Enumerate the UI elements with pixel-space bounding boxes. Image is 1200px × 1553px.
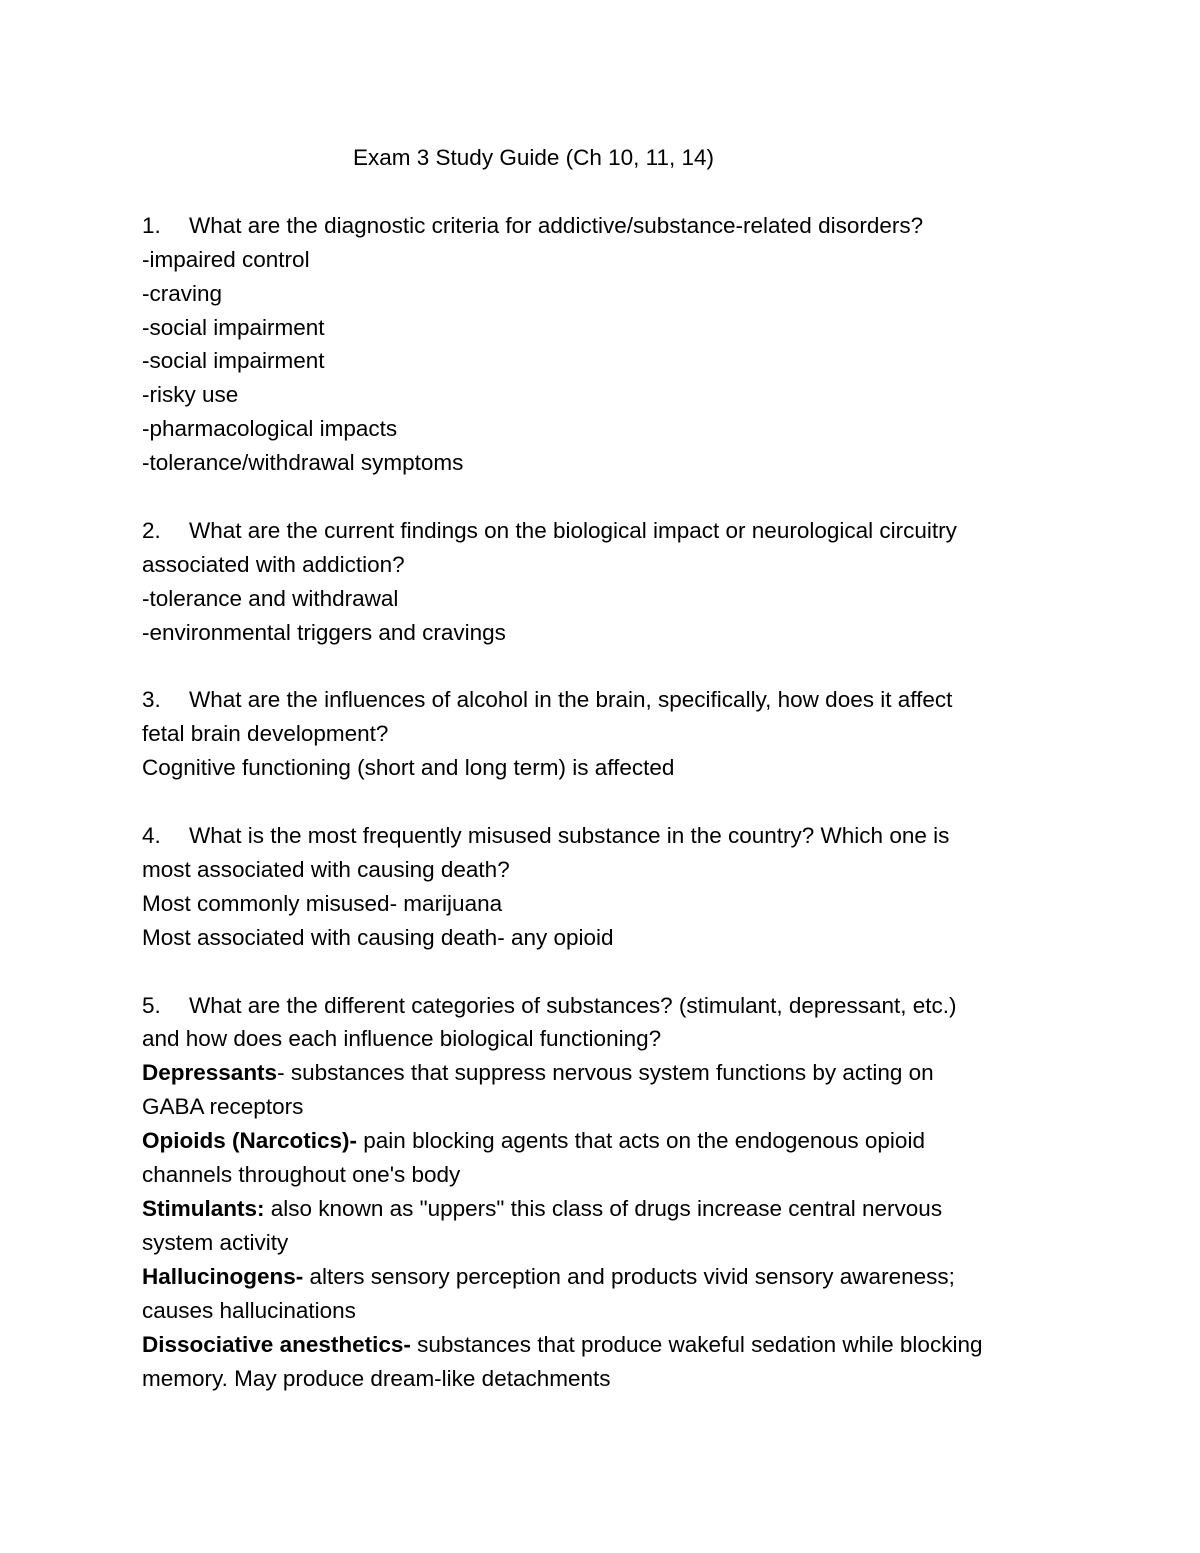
- category-term: Opioids (Narcotics)-: [142, 1128, 358, 1154]
- question-text: What are the influences of alcohol in the brain, specifically, how does it affect: [189, 687, 953, 713]
- category-depressants: [142, 1056, 1072, 1124]
- question-text: What are the diagnostic criteria for addictive/substance-related disorders?: [189, 212, 924, 238]
- question-number: 1.: [142, 212, 161, 238]
- category-description: substances that produce wakeful sedation while blocking: [410, 1331, 983, 1357]
- category-term: Dissociative anesthetics-: [142, 1331, 411, 1357]
- question-text-continued: associated with addiction?: [142, 551, 405, 577]
- question-number: 2.: [142, 517, 161, 543]
- answer-line: Most associated with causing death- any opioid: [142, 924, 614, 950]
- question-number: 3.: [142, 687, 161, 713]
- question-number: 5.: [142, 992, 161, 1018]
- answer-line: -tolerance/withdrawal symptoms: [142, 450, 464, 476]
- category-description: - substances that suppress nervous system functions by acting on: [277, 1060, 934, 1086]
- category-description-continued: GABA receptors: [142, 1094, 304, 1120]
- question-2: [142, 514, 1072, 650]
- question-1: [142, 209, 1072, 480]
- question-text: What is the most frequently misused substance in the country? Which one is: [189, 823, 950, 849]
- category-description: pain blocking agents that acts on the endogenous opioid: [357, 1128, 925, 1154]
- question-4: [142, 819, 1072, 955]
- document-title: Exam 3 Study Guide (Ch 10, 11, 14): [353, 145, 715, 170]
- question-3: [142, 683, 1072, 785]
- category-term: Stimulants:: [142, 1196, 265, 1222]
- question-text: What are the different categories of substances? (stimulant, depressant, etc.): [189, 992, 957, 1018]
- answer-line: -tolerance and withdrawal: [142, 585, 399, 611]
- category-stimulants: [142, 1192, 1072, 1260]
- answer-line: -risky use: [142, 382, 239, 408]
- category-hallucinogens: [142, 1260, 1072, 1328]
- category-description-continued: channels throughout one's body: [142, 1162, 461, 1188]
- answer-line: -craving: [142, 280, 223, 306]
- question-number: 4.: [142, 823, 161, 849]
- answer-line: -pharmacological impacts: [142, 416, 398, 442]
- answer-line: Cognitive functioning (short and long term) is affected: [142, 755, 675, 781]
- category-description: also known as "uppers" this class of drugs increase central nervous: [264, 1196, 943, 1222]
- category-term: Depressants: [142, 1060, 278, 1086]
- answer-line: -social impairment: [142, 348, 325, 374]
- question-text: What are the current findings on the biological impact or neurological circuitry: [189, 517, 957, 543]
- question-text-continued: most associated with causing death?: [142, 856, 510, 882]
- category-dissociative-anesthetics: [142, 1328, 1072, 1396]
- question-text-continued: fetal brain development?: [142, 721, 389, 747]
- category-description-continued: system activity: [142, 1229, 289, 1255]
- answer-line: -impaired control: [142, 246, 310, 272]
- category-description-continued: causes hallucinations: [142, 1297, 356, 1323]
- question-5: [142, 989, 1072, 1396]
- answer-line: -social impairment: [142, 314, 325, 340]
- answer-line: -environmental triggers and cravings: [142, 619, 506, 645]
- category-term: Hallucinogens-: [142, 1263, 304, 1289]
- category-description: alters sensory perception and products vivid sensory awareness;: [303, 1263, 955, 1289]
- category-opioids: [142, 1124, 1072, 1192]
- question-text-continued: and how does each influence biological functioning?: [142, 1026, 662, 1052]
- document-body: [142, 141, 1072, 1395]
- category-description-continued: memory. May produce dream-like detachments: [142, 1365, 611, 1391]
- answer-line: Most commonly misused- marijuana: [142, 890, 503, 916]
